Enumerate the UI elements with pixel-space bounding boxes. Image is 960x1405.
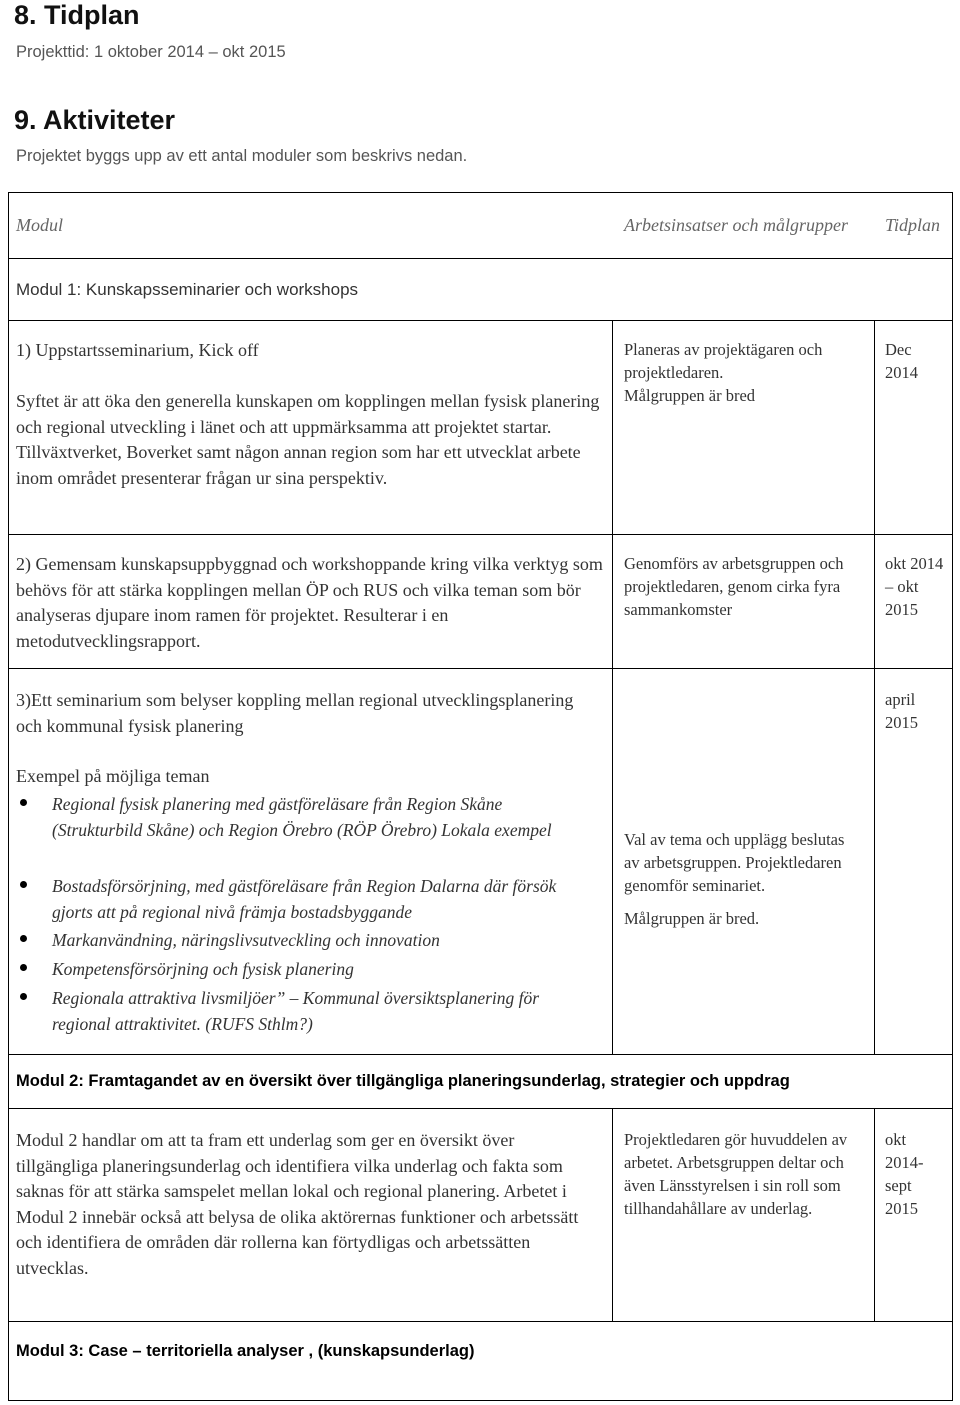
row-divider bbox=[8, 258, 953, 259]
header-arbetsinsatser: Arbetsinsatser och målgrupper bbox=[624, 215, 848, 235]
row-3-work-plan: Val av tema och upplägg beslutas av arbetsgruppen. Projektledaren genomför seminariet. bbox=[624, 830, 845, 895]
row-3-examples-label: Exempel på möjliga teman bbox=[16, 766, 210, 786]
section-9-title: 9. Aktiviteter bbox=[14, 105, 176, 135]
row-1-work bbox=[624, 338, 869, 407]
theme-list-item: Markanvändning, näringslivsutveckling och innovation bbox=[52, 930, 440, 950]
column-divider bbox=[612, 668, 613, 1054]
row-3-work-target: Målgruppen är bred. bbox=[624, 909, 760, 928]
row-2-work: Genomförs av arbetsgruppen och projektledaren, genom cirka fyra sammankomster bbox=[624, 554, 844, 619]
row-divider bbox=[8, 1108, 953, 1109]
row-divider bbox=[8, 668, 953, 669]
theme-list-item: Kompetensförsörjning och fysisk planering bbox=[52, 959, 354, 979]
theme-list-item: Bostadsförsörjning, med gästföreläsare från Region Dalarna där försök gjorts att på regional nivå främja bostadsbyggande bbox=[52, 876, 557, 922]
row-divider bbox=[8, 320, 953, 321]
row-2-time: okt 2014 – okt 2015 bbox=[885, 554, 944, 619]
row-4-work: Projektledaren gör huvuddelen av arbetet. Arbetsgruppen deltar och även Länsstyrelsen i sin roll som tillhandahållare av underlag. bbox=[624, 1130, 848, 1218]
bullet-icon bbox=[20, 881, 27, 888]
bullet-icon bbox=[20, 935, 27, 942]
row-1-work-target: Målgruppen är bred bbox=[624, 386, 756, 405]
theme-list-item: Regionala attraktiva livsmiljöer” – Kommunal översiktsplanering för regional attraktivitet. (RUFS Sthlm?) bbox=[52, 988, 540, 1034]
table-left-border bbox=[8, 192, 9, 1401]
table-bottom-border bbox=[8, 1400, 953, 1401]
modul-3-title: Modul 3: Case – territoriella analyser , (kunskapsunderlag) bbox=[16, 1342, 475, 1360]
row-3-work bbox=[624, 828, 854, 930]
column-divider bbox=[612, 1108, 613, 1321]
row-1-time: Dec 2014 bbox=[885, 340, 918, 382]
modul-2-title: Modul 2: Framtagandet av en översikt över tillgängliga planeringsunderlag, strategier och uppdrag bbox=[16, 1072, 790, 1090]
row-divider bbox=[8, 534, 953, 535]
column-divider bbox=[612, 320, 613, 668]
row-1-work-plan: Planeras av projektägaren och projektledaren. bbox=[624, 340, 823, 382]
section-8-title: 8. Tidplan bbox=[14, 0, 140, 30]
row-4-body: Modul 2 handlar om att ta fram ett underlag som ger en översikt över tillgängliga planeringsunderlag och identifiera vilka underlag och fakta som saknas för att stärka samspelet mellan lokal och regional planering. Arbetet i Modul 2 innebär också att belysa de olika aktörernas funktioner och arbetssätt och identifiera de områden där rollerna kan förtydligas och arbetssätten utvecklas. bbox=[16, 1130, 579, 1278]
theme-list-item: Regional fysisk planering med gästföreläsare från Region Skåne (Strukturbild Skåne) och Region Örebro (RÖP Örebro) Lokala exempel bbox=[52, 794, 552, 840]
table-right-border bbox=[952, 192, 953, 1401]
header-modul: Modul bbox=[16, 215, 63, 235]
modul-1-title: Modul 1: Kunskapsseminarier och workshops bbox=[16, 280, 359, 299]
section-9-intro: Projektet byggs upp av ett antal moduler som beskrivs nedan. bbox=[16, 147, 468, 165]
table-top-border bbox=[8, 192, 953, 193]
bullet-icon bbox=[20, 799, 27, 806]
row-1-body-intro: Syftet är att öka den generella kunskapen om kopplingen mellan fysisk planering och regional utveckling i länet och att uppmärksamma att projektet startar. bbox=[16, 391, 600, 437]
row-1-body-rest: Tillväxtverket, Boverket samt någon annan region som har ett utvecklat arbete inom området presenterar frågan ur sina perspektiv. bbox=[16, 442, 581, 488]
column-divider bbox=[874, 668, 875, 1054]
row-divider bbox=[8, 1054, 953, 1055]
row-3-time: april 2015 bbox=[885, 690, 918, 732]
row-4-time: okt 2014- sept 2015 bbox=[885, 1130, 924, 1218]
row-divider bbox=[8, 1321, 953, 1322]
row-3-title: 3)Ett seminarium som belyser koppling mellan regional utvecklingsplanering och kommunal fysisk planering bbox=[16, 690, 574, 736]
row-1-body bbox=[16, 389, 606, 491]
row-2-body: 2) Gemensam kunskapsuppbyggnad och workshoppande kring vilka verktyg som behövs för att stärka kopplingen mellan ÖP och RUS och vilka teman som bör analyseras djupare inom ramen för projektet. Resulterar i en metodutvecklingsrapport. bbox=[16, 554, 603, 651]
column-divider bbox=[874, 1108, 875, 1321]
column-divider bbox=[874, 320, 875, 668]
header-tidplan: Tidplan bbox=[885, 215, 941, 235]
bullet-icon bbox=[20, 993, 27, 1000]
row-1-title: 1) Uppstartsseminarium, Kick off bbox=[16, 340, 259, 360]
project-period-text: Projekttid: 1 oktober 2014 – okt 2015 bbox=[16, 43, 286, 61]
bullet-icon bbox=[20, 964, 27, 971]
